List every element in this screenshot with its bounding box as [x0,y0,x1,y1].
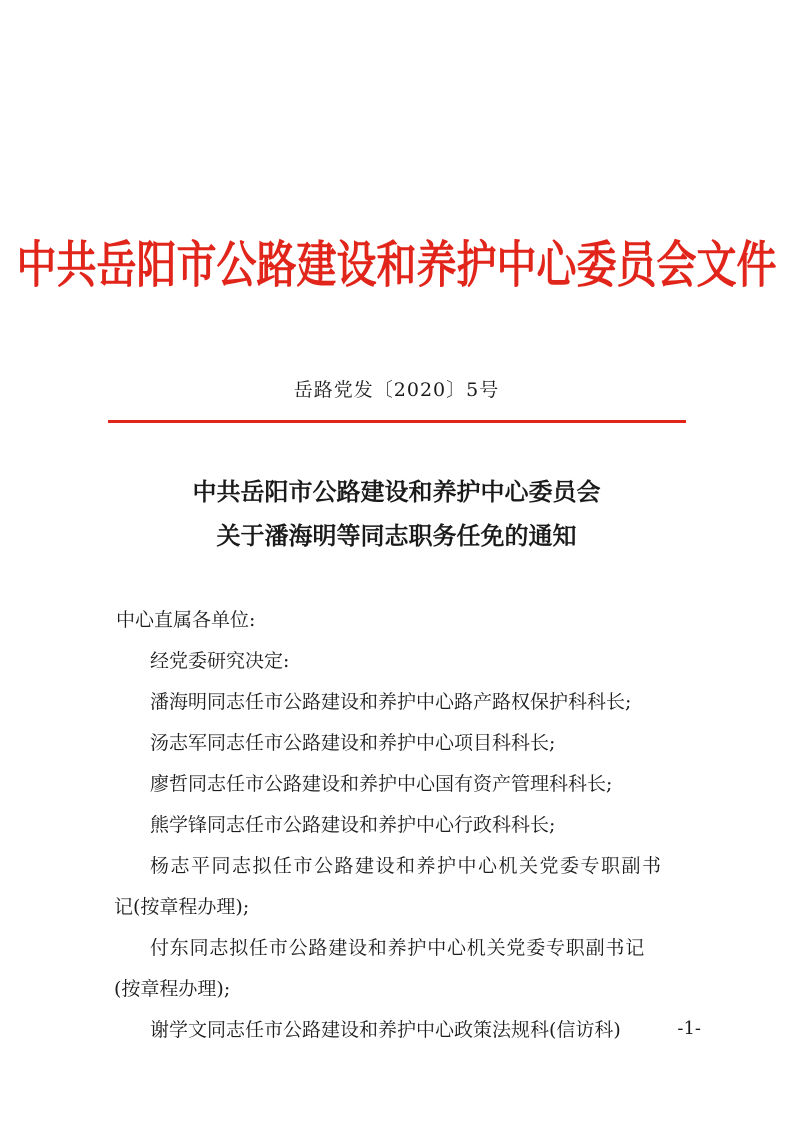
body-line-appointment: 汤志军同志任市公路建设和养护中心项目科科长; [150,732,556,754]
body-line-appointment: 谢学文同志任市公路建设和养护中心政策法规科(信访科) [150,1019,621,1041]
notice-title-line2: 关于潘海明等同志职务任免的通知 [216,521,577,550]
red-divider-line [108,420,686,423]
body-line-appointment: 潘海明同志任市公路建设和养护中心路产路权保护科科长; [150,691,632,713]
body-line-continuation: (按章程办理); [114,978,231,1000]
addressee: 中心直属各单位: [116,609,256,631]
body-line-decision: 经党委研究决定: [150,650,290,672]
body-line-appointment: 熊学锋同志任市公路建设和养护中心行政科科长; [150,814,556,836]
page-number: -1- [677,1018,701,1039]
body-line-continuation: 记(按章程办理); [114,896,250,918]
notice-title-line1: 中共岳阳市公路建设和养护中心委员会 [192,477,601,506]
body-line-appointment: 杨志平同志拟任市公路建设和养护中心机关党委专职副书 [150,855,663,877]
document-number: 岳路党发〔2020〕5号 [293,379,500,401]
body-line-appointment: 廖哲同志任市公路建设和养护中心国有资产管理科科长; [150,773,613,795]
masthead-title: 中共岳阳市公路建设和养护中心委员会文件 [16,236,777,295]
body-line-appointment: 付东同志拟任市公路建设和养护中心机关党委专职副书记 [150,937,646,959]
